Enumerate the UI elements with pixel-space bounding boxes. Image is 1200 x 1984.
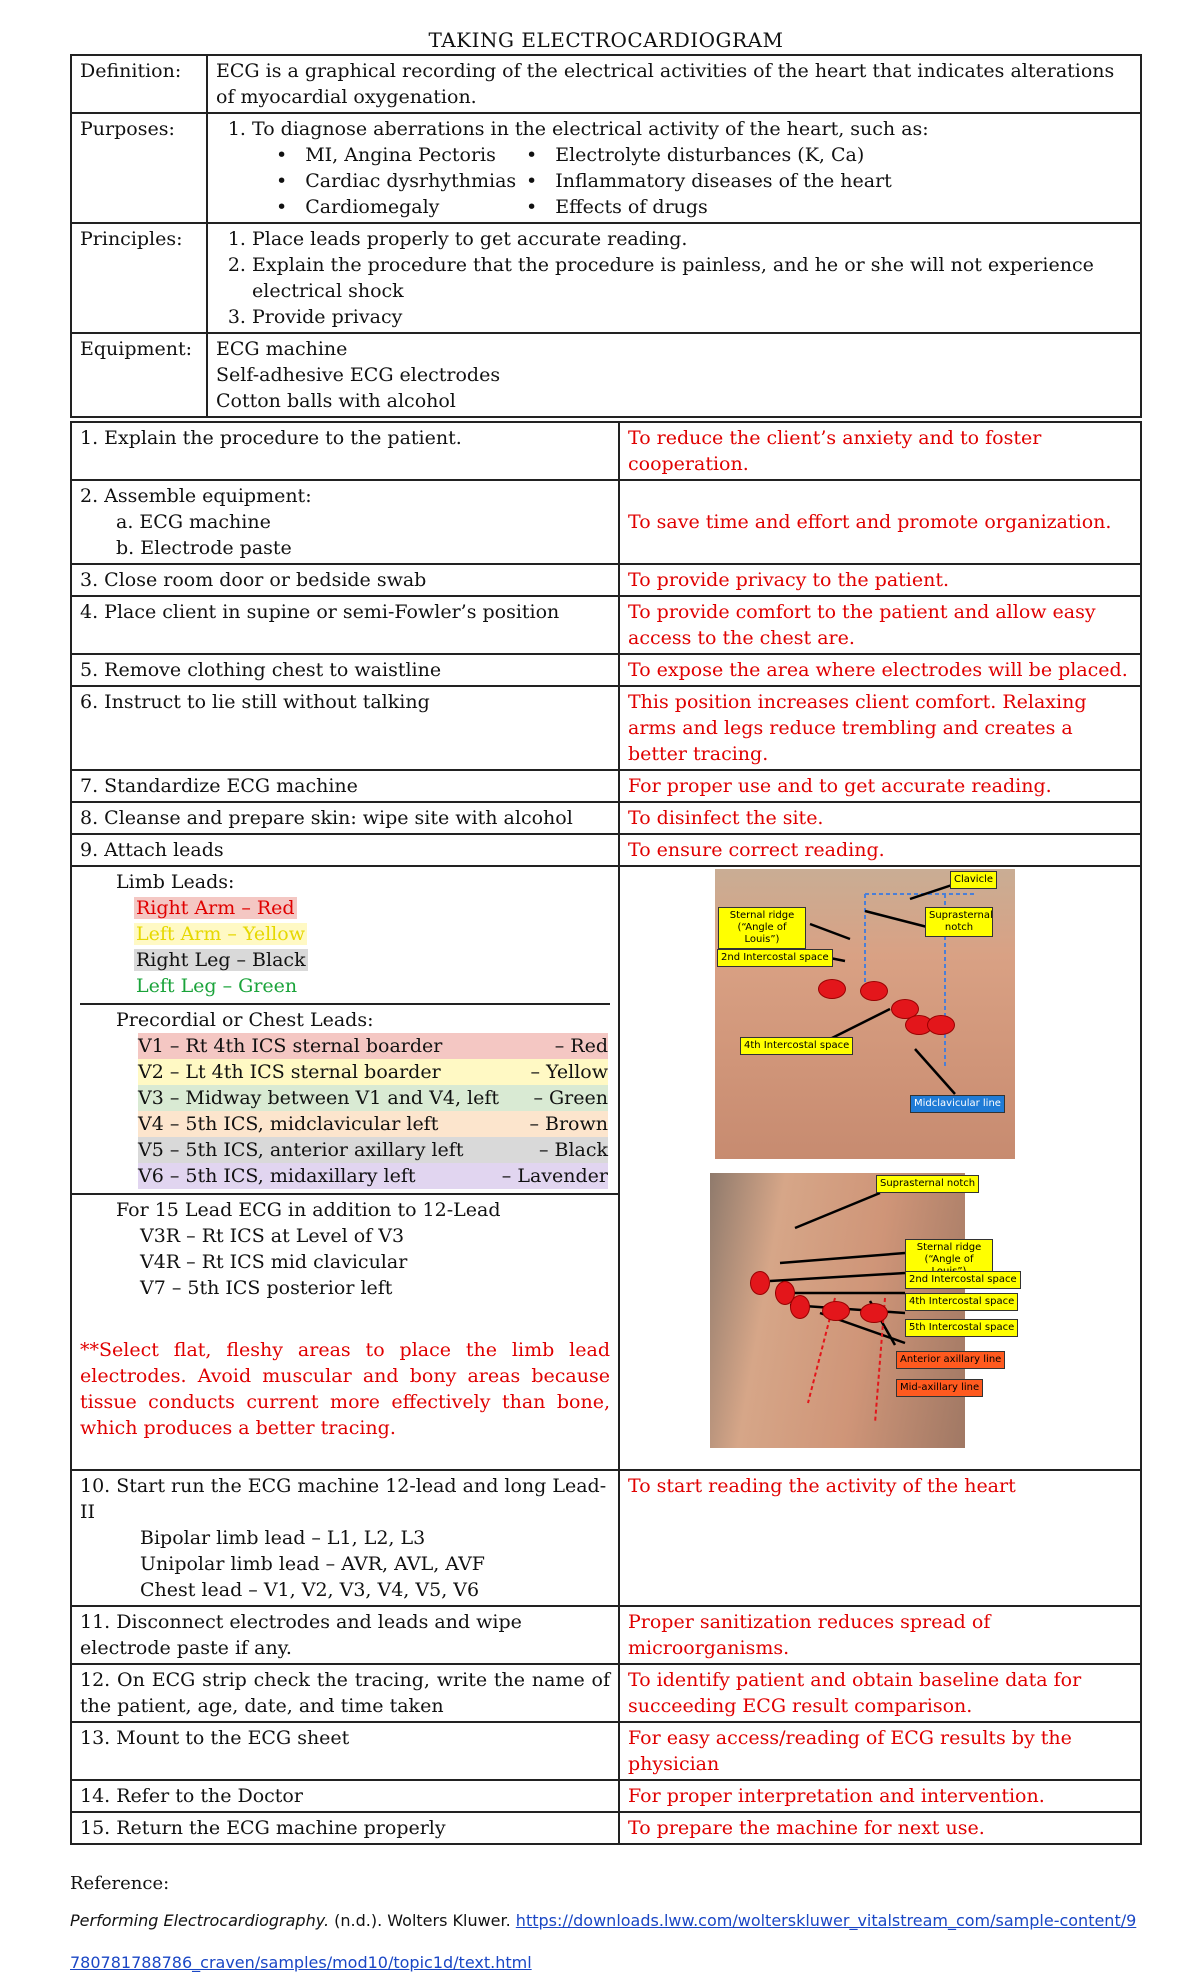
sub-item: Chest lead – V1, V2, V3, V4, V5, V6 [140, 1579, 480, 1601]
table-row [71, 686, 1141, 770]
label-suprasternal-notch: Suprasternal notch [925, 907, 993, 937]
chest-lead-position: V4 – 5th ICS, midclavicular left [138, 1113, 439, 1135]
electrode-v5-dot [860, 1303, 888, 1323]
fifteen-lead-heading: For 15 Lead ECG in addition to 12-Lead [116, 1199, 501, 1221]
step-text: 7. Standardize ECG machine [71, 770, 619, 802]
reference-citation [70, 1900, 1142, 1984]
table-row [71, 480, 1141, 564]
principles-label: Principles: [71, 223, 207, 333]
table-row [71, 802, 1141, 834]
purposes-row [71, 113, 1141, 223]
limb-lead-right-leg: Right Leg – Black [136, 949, 306, 971]
table-row [71, 834, 1141, 866]
info-table [70, 54, 1142, 418]
electrode-note: **Select flat, fleshy areas to place the limb lead electrodes. Avoid muscular and bony areas because tissue conducts current more effectively than bone, which produces a better tracing. [80, 1339, 610, 1439]
definition-row [71, 55, 1141, 113]
rationale-text: To start reading the activity of the heart [619, 1470, 1141, 1606]
list-item: V4R – Rt ICS mid clavicular [140, 1251, 408, 1273]
equipment-cell [207, 333, 1141, 417]
limb-lead-left-arm: Left Arm – Yellow [136, 923, 305, 945]
chest-lead-v6 [138, 1163, 608, 1189]
chest-lead-color: – Yellow [530, 1061, 608, 1083]
label-midclavicular-line: Midclavicular line [910, 1095, 1005, 1113]
step-text: 8. Cleanse and prepare skin: wipe site with alcohol [71, 802, 619, 834]
diagram-cell [619, 866, 1141, 1470]
electrode-v1-dot [818, 979, 846, 999]
chest-lead-color: – Red [554, 1035, 608, 1057]
list-item: ECG machine [216, 338, 348, 360]
step-text: 4. Place client in supine or semi-Fowler’s position [71, 596, 619, 654]
chest-leads-heading: Precordial or Chest Leads: [116, 1009, 374, 1031]
step-text: 1. Explain the procedure to the patient. [71, 422, 619, 480]
label-anterior-axillary-line: Anterior axillary line [896, 1351, 1005, 1369]
step-text: 14. Refer to the Doctor [71, 1780, 619, 1812]
principles-row [71, 223, 1141, 333]
list-item: • Cardiac dysrhythmias [276, 168, 526, 194]
sub-item: a. ECG machine [116, 511, 271, 533]
rationale-text: To reduce the client’s anxiety and to foster cooperation. [619, 422, 1141, 480]
reference-title: Performing Electrocardiography. [70, 1911, 330, 1930]
purposes-intro: 1. To diagnose aberrations in the electrical activity of the heart, such as: [252, 116, 1132, 142]
reference-meta: (n.d.). Wolters Kluwer. [334, 1911, 511, 1930]
step-text: 6. Instruct to lie still without talking [71, 686, 619, 770]
leads-row [71, 866, 1141, 1470]
label-mid-axillary-line: Mid-axillary line [896, 1379, 983, 1397]
reference-link[interactable]: https://downloads.lww.com/wolterskluwer_vitalstream_com/sample-content/9780781788786_craven/samples/mod10/topic1d/text.html [70, 1911, 1137, 1972]
definition-label: Definition: [71, 55, 207, 113]
rationale-text: To provide comfort to the patient and allow easy access to the chest are. [619, 596, 1141, 654]
label-suprasternal-notch: Suprasternal notch [876, 1175, 979, 1193]
table-row [71, 1664, 1141, 1722]
list-item: • Inflammatory diseases of the heart [526, 168, 906, 194]
limb-lead-right-arm: Right Arm – Red [136, 897, 295, 919]
table-row [71, 770, 1141, 802]
chest-lead-v3 [138, 1085, 608, 1111]
chest-lead-v2 [138, 1059, 608, 1085]
rationale-text: To ensure correct reading. [619, 834, 1141, 866]
chest-lead-color: – Green [533, 1087, 608, 1109]
chest-lead-v4 [138, 1111, 608, 1137]
rationale-text: To identify patient and obtain baseline data for succeeding ECG result comparison. [619, 1664, 1141, 1722]
chest-lead-position: V1 – Rt 4th ICS sternal boarder [138, 1035, 443, 1057]
electrode-v1-dot [750, 1271, 770, 1295]
label-sternal-ridge: Sternal ridge (“Angle of [905, 1239, 993, 1281]
step-text: 3. Close room door or bedside swab [71, 564, 619, 596]
step-text: 12. On ECG strip check the tracing, write the name of the patient, age, date, and time taken [71, 1664, 619, 1722]
table-row [71, 1780, 1141, 1812]
principles-cell [207, 223, 1141, 333]
procedure-table [70, 421, 1142, 1845]
rationale-text: For proper use and to get accurate reading. [619, 770, 1141, 802]
leads-cell [71, 866, 619, 1470]
electrode-v3-dot [790, 1295, 810, 1319]
step-text: 11. Disconnect electrodes and leads and wipe electrode paste if any. [71, 1606, 619, 1664]
chest-photo-front [715, 869, 1015, 1159]
chest-lead-color: – Lavender [501, 1165, 608, 1187]
chest-lead-position: V5 – 5th ICS, anterior axillary left [138, 1139, 464, 1161]
sub-item: Bipolar limb lead – L1, L2, L3 [140, 1527, 426, 1549]
chest-lead-position: V2 – Lt 4th ICS sternal boarder [138, 1061, 441, 1083]
purposes-list [216, 142, 1132, 220]
list-item: V3R – Rt ICS at Level of V3 [140, 1225, 405, 1247]
table-row [71, 1812, 1141, 1844]
step-text: 15. Return the ECG machine properly [71, 1812, 619, 1844]
step-text: 2. Assemble equipment: [80, 485, 312, 507]
electrode-v5-dot [927, 1015, 955, 1035]
label-4th-ics: 4th Intercostal space [905, 1293, 1018, 1311]
list-item: Cotton balls with alcohol [216, 390, 456, 412]
chest-lead-position: V3 – Midway between V1 and V4, left [138, 1087, 500, 1109]
chest-lead-position: V6 – 5th ICS, midaxillary left [138, 1165, 416, 1187]
list-item: V7 – 5th ICS posterior left [140, 1277, 393, 1299]
step-text: 13. Mount to the ECG sheet [71, 1722, 619, 1780]
label-clavicle: Clavicle [950, 871, 997, 889]
chest-lead-v1 [138, 1033, 608, 1059]
table-row [71, 1722, 1141, 1780]
purposes-cell [207, 113, 1141, 223]
document-page [70, 28, 1142, 1984]
list-item: • Effects of drugs [526, 194, 906, 220]
step-text: 5. Remove clothing chest to waistline [71, 654, 619, 686]
table-row [71, 654, 1141, 686]
sub-item: b. Electrode paste [116, 537, 292, 559]
chest-lead-v5 [138, 1137, 608, 1163]
table-row [71, 1470, 1141, 1606]
label-4th-ics: 4th Intercostal space [740, 1037, 853, 1055]
limb-leads-heading: Limb Leads: [116, 871, 235, 893]
step-text: 9. Attach leads [71, 834, 619, 866]
list-item: 1. Place leads properly to get accurate reading. [252, 226, 1132, 252]
step-text: 10. Start run the ECG machine 12-lead and long Lead-II [80, 1475, 607, 1523]
electrode-v4-dot [822, 1301, 850, 1321]
rationale-text: This position increases client comfort. Relaxing arms and legs reduce trembling and creates a better tracing. [619, 686, 1141, 770]
chest-lead-color: – Black [538, 1139, 608, 1161]
sub-item: Unipolar limb lead – AVR, AVL, AVF [140, 1553, 485, 1575]
label-2nd-ics: 2nd Intercostal space [717, 949, 833, 967]
rationale-text: For proper interpretation and intervention. [619, 1780, 1141, 1812]
list-item: • Cardiomegaly [276, 194, 526, 220]
list-item: 3. Provide privacy [252, 304, 1132, 330]
list-item: • Electrolyte disturbances (K, Ca) [526, 142, 906, 168]
table-row [71, 1606, 1141, 1664]
equipment-label: Equipment: [71, 333, 207, 417]
rationale-text: To prepare the machine for next use. [619, 1812, 1141, 1844]
list-item: • MI, Angina Pectoris [276, 142, 526, 168]
purposes-label: Purposes: [71, 113, 207, 223]
page-title: TAKING ELECTROCARDIOGRAM [428, 28, 784, 52]
step-cell [71, 1470, 619, 1606]
reference-label: Reference: [70, 1873, 170, 1894]
list-item: Self-adhesive ECG electrodes [216, 364, 501, 386]
limb-lead-left-leg: Left Leg – Green [136, 975, 298, 997]
definition-text: ECG is a graphical recording of the electrical activities of the heart that indicates alterations of myocardial oxygenation. [207, 55, 1141, 113]
electrode-v2-dot [860, 981, 888, 1001]
rationale-text: To provide privacy to the patient. [619, 564, 1141, 596]
rationale-text: For easy access/reading of ECG results by the physician [619, 1722, 1141, 1780]
label-5th-ics: 5th Intercostal space [905, 1319, 1018, 1337]
list-item: 2. Explain the procedure that the procedure is painless, and he or she will not experience electrical shock [252, 252, 1132, 304]
table-row [71, 564, 1141, 596]
rationale-text: To expose the area where electrodes will be placed. [619, 654, 1141, 686]
rationale-text: To disinfect the site. [619, 802, 1141, 834]
rationale-text: Proper sanitization reduces spread of microorganisms. [619, 1606, 1141, 1664]
label-sternal-ridge: Sternal ridge (“Angle of Louis”) [718, 907, 806, 949]
table-row [71, 422, 1141, 480]
rationale-text: To save time and effort and promote organization. [619, 480, 1141, 564]
chest-lead-color: – Brown [529, 1113, 608, 1135]
step-cell [71, 480, 619, 564]
table-row [71, 596, 1141, 654]
label-2nd-ics: 2nd Intercostal space [905, 1271, 1021, 1289]
equipment-row [71, 333, 1141, 417]
